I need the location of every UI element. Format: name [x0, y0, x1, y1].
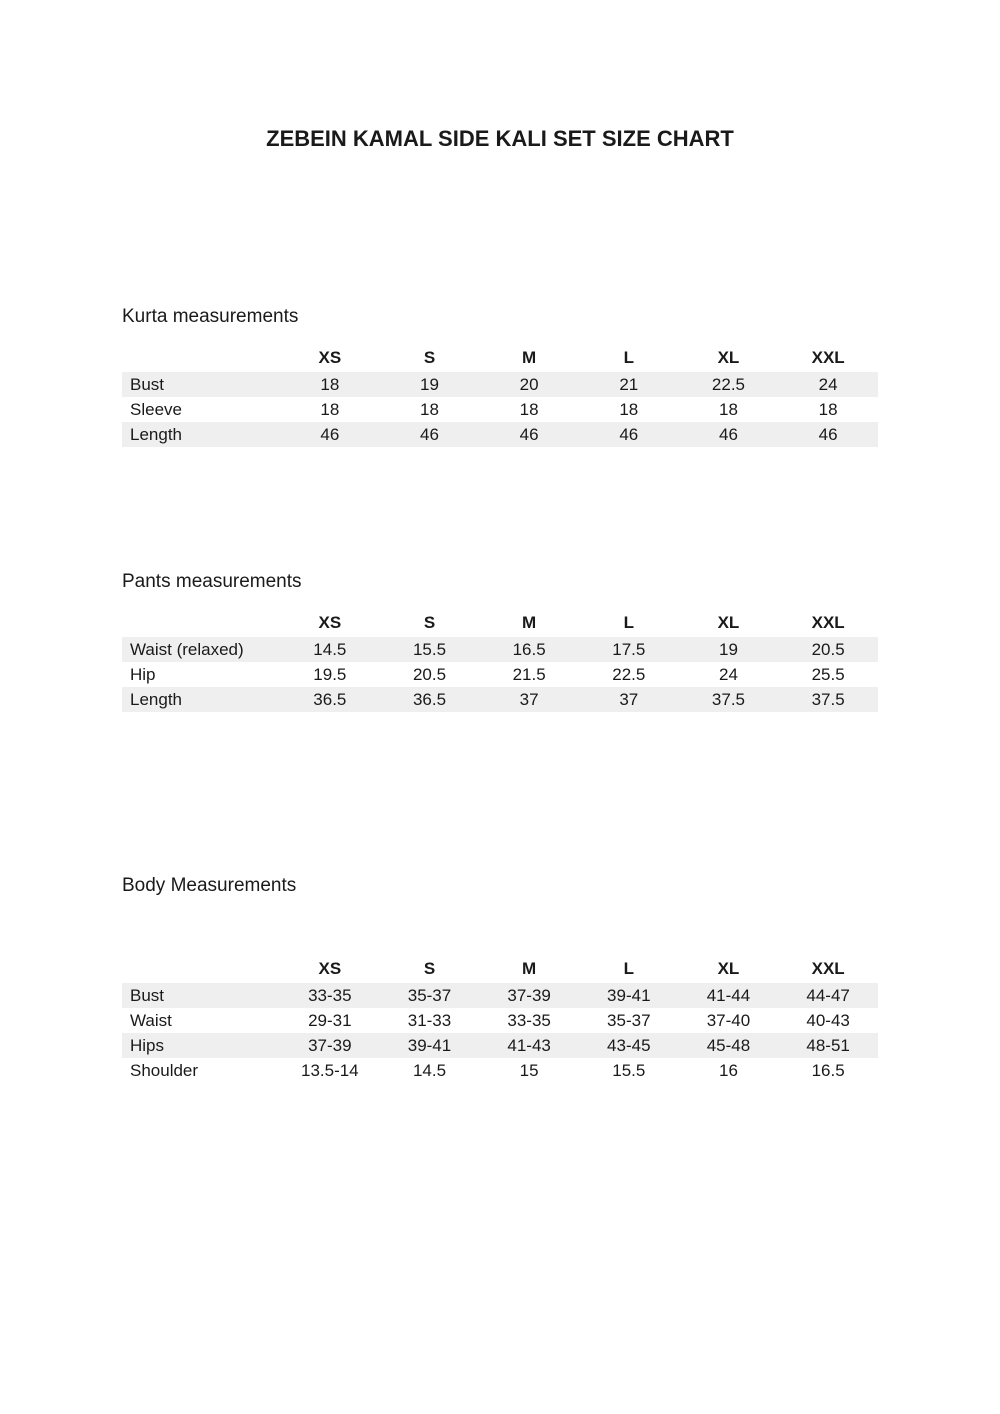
size-column-header: L [623, 348, 634, 367]
table-header-row [122, 611, 878, 637]
measurement-value: 24 [718, 664, 738, 684]
measurement-value: 14.5 [313, 639, 347, 659]
measurement-value: 37.5 [711, 689, 745, 709]
measurement-value: 48-51 [806, 1035, 850, 1055]
section-kurta-measurements [122, 304, 878, 447]
row-label: Waist (relaxed) [130, 639, 244, 659]
pants-section-heading: Pants measurements [122, 571, 302, 592]
measurement-value: 43-45 [607, 1035, 651, 1055]
measurement-value: 22.5 [612, 664, 646, 684]
measurement-value: 31-33 [407, 1010, 452, 1030]
measurement-value: 18 [619, 399, 639, 419]
measurement-value: 46 [320, 424, 340, 444]
measurement-value: 46 [818, 424, 838, 444]
kurta-measurements-table [122, 346, 878, 447]
measurement-value: 37-40 [706, 1010, 751, 1030]
table-row [122, 1058, 878, 1083]
table-row [122, 637, 878, 662]
size-column-header: M [522, 348, 537, 367]
row-label: Shoulder [130, 1060, 199, 1080]
kurta-section-heading: Kurta measurements [122, 306, 299, 327]
size-column-header: XXL [811, 348, 845, 367]
measurement-value: 18 [420, 399, 439, 419]
measurement-value: 37-39 [308, 1035, 352, 1055]
row-label-header [122, 957, 280, 983]
measurement-value: 40-43 [806, 1010, 850, 1030]
measurement-value: 15.5 [412, 639, 447, 659]
table-row [122, 1008, 878, 1033]
measurement-value: 46 [718, 424, 738, 444]
measurement-value: 39-41 [607, 985, 651, 1005]
measurement-value: 33-35 [507, 1010, 551, 1030]
table-row [122, 662, 878, 687]
measurement-value: 29-31 [308, 1010, 352, 1030]
size-column-header: S [423, 613, 436, 632]
measurement-value: 25.5 [811, 664, 845, 684]
measurement-value: 20.5 [811, 639, 845, 659]
row-label: Waist [130, 1010, 172, 1030]
measurement-value: 37.5 [811, 689, 845, 709]
measurement-value: 45-48 [706, 1035, 751, 1055]
measurement-value: 19 [420, 374, 439, 394]
row-label: Sleeve [130, 399, 182, 419]
measurement-value: 44-47 [806, 985, 850, 1005]
table-header-row [122, 346, 878, 372]
measurement-value: 46 [420, 424, 439, 444]
measurement-value: 35-37 [407, 985, 452, 1005]
table-row [122, 397, 878, 422]
page-title: ZEBEIN KAMAL SIDE KALI SET SIZE CHART [266, 126, 734, 151]
row-label-header [122, 611, 280, 637]
measurement-value: 36.5 [412, 689, 447, 709]
measurement-value: 21 [619, 374, 639, 394]
measurement-value: 33-35 [308, 985, 352, 1005]
body-measurements-table [122, 957, 878, 1083]
measurement-value: 18 [818, 399, 838, 419]
row-label: Bust [130, 374, 165, 394]
size-column-header: XXL [811, 613, 845, 632]
size-column-header: XS [318, 613, 342, 632]
measurement-value: 13.5-14 [300, 1060, 359, 1080]
measurement-value: 16.5 [811, 1060, 845, 1080]
measurement-value: 18 [320, 374, 340, 394]
size-column-header: S [423, 959, 436, 978]
measurement-value: 37 [519, 689, 539, 709]
table-row [122, 687, 878, 712]
size-column-header: XXL [811, 959, 845, 978]
body-section-heading: Body Measurements [122, 875, 297, 896]
measurement-value: 35-37 [607, 1010, 651, 1030]
row-label: Hips [130, 1035, 165, 1055]
size-column-header: M [522, 613, 537, 632]
measurement-value: 19.5 [313, 664, 347, 684]
table-row [122, 1033, 878, 1058]
size-column-header: XS [318, 959, 342, 978]
row-label: Length [130, 424, 182, 444]
size-column-header: XS [318, 348, 342, 367]
measurement-value: 46 [619, 424, 639, 444]
measurement-value: 17.5 [612, 639, 646, 659]
table-row [122, 372, 878, 397]
size-column-header: S [423, 348, 436, 367]
measurement-value: 18 [519, 399, 539, 419]
size-column-header: XL [717, 613, 740, 632]
section-body-measurements [122, 873, 878, 1083]
measurement-value: 24 [818, 374, 838, 394]
size-column-header: L [623, 613, 634, 632]
measurement-value: 22.5 [711, 374, 745, 394]
pants-measurements-table [122, 611, 878, 712]
measurement-value: 20 [519, 374, 539, 394]
measurement-value: 36.5 [313, 689, 347, 709]
row-label-header [122, 346, 280, 372]
measurement-value: 15.5 [612, 1060, 646, 1080]
measurement-value: 18 [320, 399, 340, 419]
row-label: Length [130, 689, 182, 709]
measurement-value: 21.5 [512, 664, 546, 684]
table-row [122, 983, 878, 1008]
table-row [122, 422, 878, 447]
size-column-header: L [623, 959, 634, 978]
table-header-row [122, 957, 878, 983]
measurement-value: 20.5 [412, 664, 447, 684]
size-column-header: XL [717, 348, 740, 367]
measurement-value: 18 [718, 399, 738, 419]
size-column-header: XL [717, 959, 740, 978]
measurement-value: 46 [519, 424, 539, 444]
measurement-value: 41-43 [507, 1035, 551, 1055]
measurement-value: 14.5 [412, 1060, 447, 1080]
measurement-value: 39-41 [407, 1035, 452, 1055]
measurement-value: 37-39 [507, 985, 551, 1005]
measurement-value: 37 [619, 689, 639, 709]
row-label: Hip [130, 664, 156, 684]
section-pants-measurements [122, 569, 878, 712]
measurement-value: 16.5 [512, 639, 546, 659]
measurement-value: 16 [718, 1060, 738, 1080]
measurement-value: 19 [718, 639, 738, 659]
row-label: Bust [130, 985, 165, 1005]
size-column-header: M [522, 959, 537, 978]
measurement-value: 15 [519, 1060, 539, 1080]
measurement-value: 41-44 [706, 985, 751, 1005]
